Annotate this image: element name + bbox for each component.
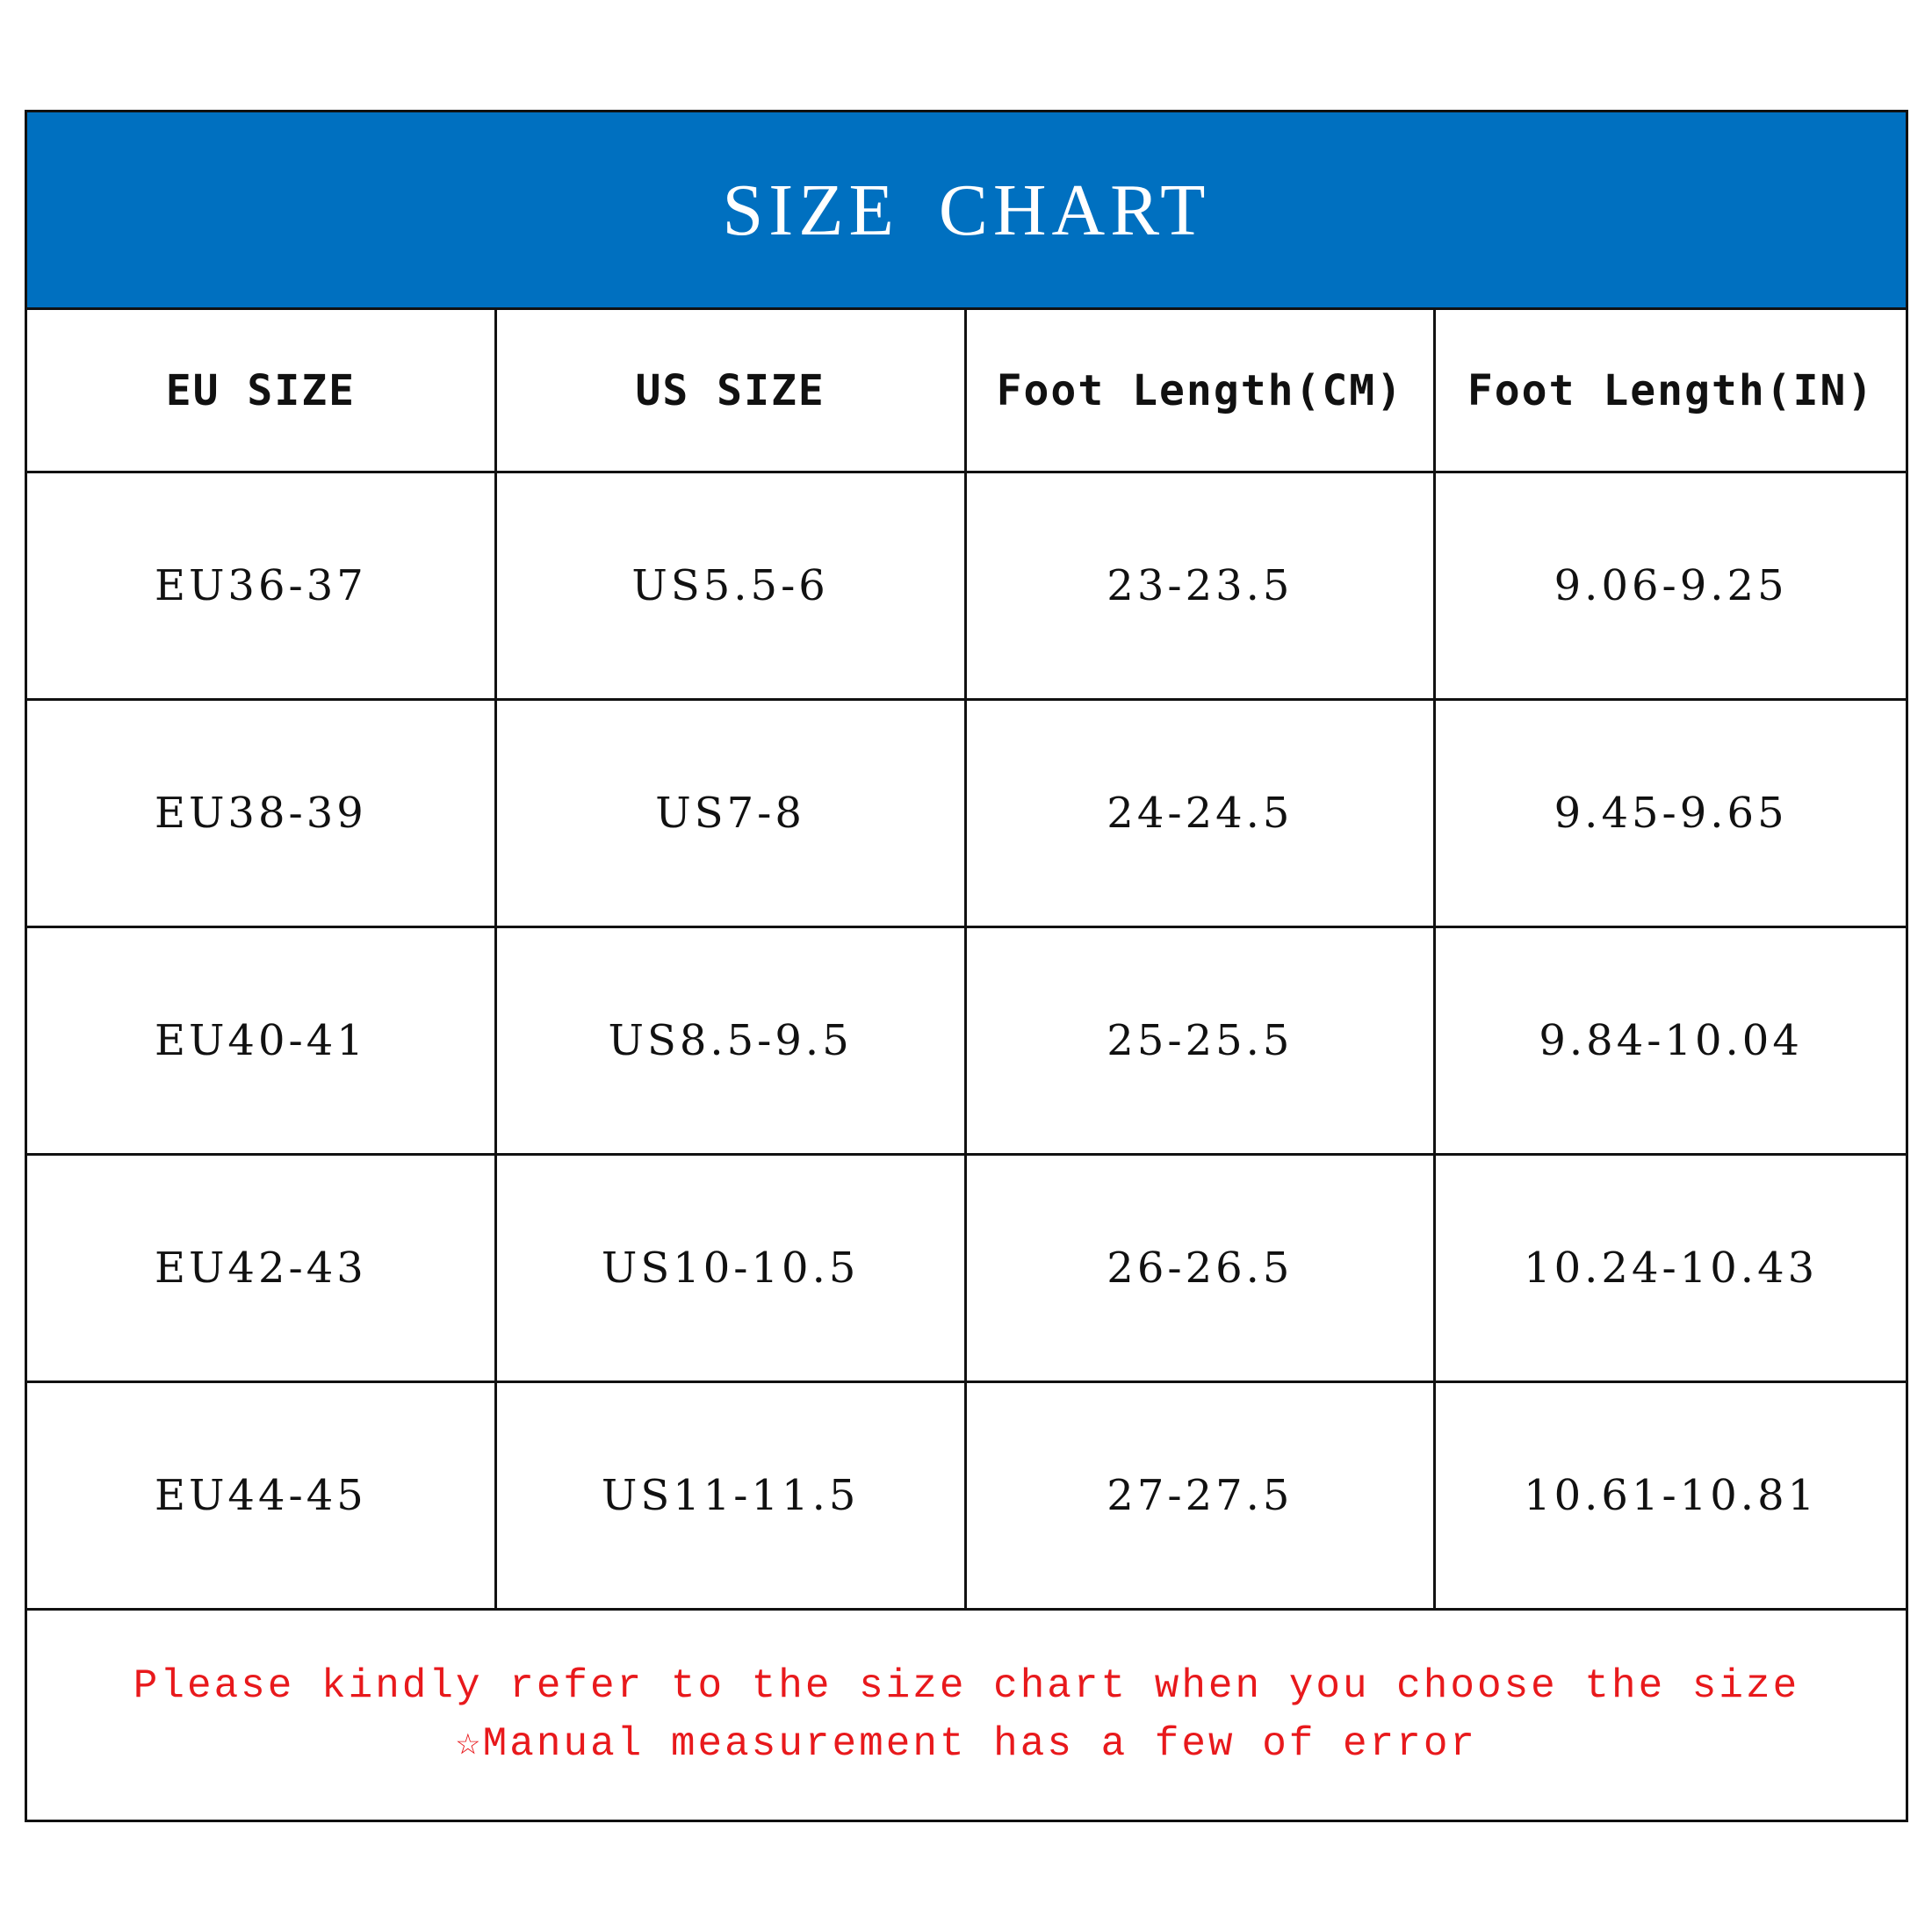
cell-foot-length-in: 9.06-9.25 (1436, 473, 1906, 701)
title-banner (27, 112, 1906, 310)
size-table (27, 310, 1906, 1611)
cell-foot-length-cm: 26-26.5 (967, 1156, 1437, 1383)
cell-us-size: US10-10.5 (497, 1156, 967, 1383)
note-measurement-error: ☆Manual measurement has a few of error (455, 1721, 1478, 1767)
size-note (27, 1611, 1906, 1820)
cell-foot-length-cm: 23-23.5 (967, 473, 1437, 701)
cell-foot-length-in: 10.24-10.43 (1436, 1156, 1906, 1383)
header-eu-size: EU SIZE (27, 310, 497, 473)
cell-foot-length-cm: 25-25.5 (967, 928, 1437, 1156)
note-refer-size-chart: Please kindly refer to the size chart when you choose the size (133, 1663, 1800, 1709)
size-chart (25, 110, 1908, 1822)
cell-foot-length-in: 9.84-10.04 (1436, 928, 1906, 1156)
cell-us-size: US5.5-6 (497, 473, 967, 701)
chart-title: SIZE CHART (722, 169, 1211, 251)
cell-eu-size: EU40-41 (27, 928, 497, 1156)
cell-foot-length-in: 10.61-10.81 (1436, 1383, 1906, 1611)
cell-foot-length-in: 9.45-9.65 (1436, 701, 1906, 928)
cell-foot-length-cm: 27-27.5 (967, 1383, 1437, 1611)
cell-eu-size: EU44-45 (27, 1383, 497, 1611)
header-foot-length-in: Foot Length(IN) (1436, 310, 1906, 473)
cell-us-size: US8.5-9.5 (497, 928, 967, 1156)
header-us-size: US SIZE (497, 310, 967, 473)
cell-eu-size: EU42-43 (27, 1156, 497, 1383)
header-foot-length-cm: Foot Length(CM) (967, 310, 1437, 473)
cell-us-size: US7-8 (497, 701, 967, 928)
cell-eu-size: EU36-37 (27, 473, 497, 701)
cell-us-size: US11-11.5 (497, 1383, 967, 1611)
cell-eu-size: EU38-39 (27, 701, 497, 928)
cell-foot-length-cm: 24-24.5 (967, 701, 1437, 928)
